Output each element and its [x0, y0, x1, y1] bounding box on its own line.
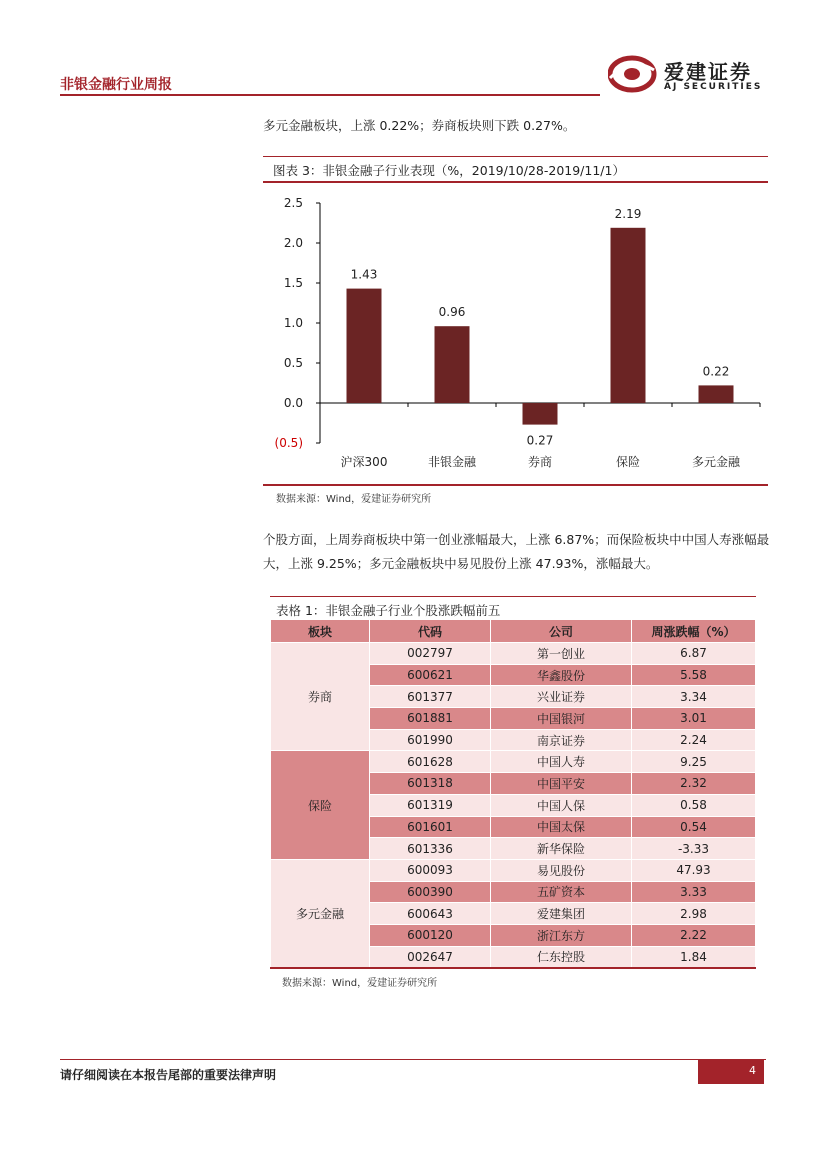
header-title: 非银金融行业周报 — [60, 77, 172, 93]
page-number-box — [698, 1060, 764, 1084]
stocks-table — [270, 619, 756, 969]
change-cell: 2.22 — [632, 924, 756, 946]
data-label: 0.96 — [438, 305, 466, 320]
code-cell: 601990 — [370, 729, 491, 751]
logo-text-cn: 爱建证券 — [664, 60, 752, 84]
table-source: 数据来源：Wind，爱建证券研究所 — [282, 978, 438, 989]
change-cell: 3.01 — [632, 708, 756, 730]
data-label: 2.19 — [614, 206, 642, 221]
code-cell: 600120 — [370, 924, 491, 946]
page-number: 4 — [749, 1064, 756, 1077]
change-cell: 3.34 — [632, 686, 756, 708]
company-cell: 爱建集团 — [491, 903, 632, 925]
sector-cell: 保险 — [271, 751, 370, 859]
company-cell: 仁东控股 — [491, 946, 632, 968]
code-cell: 601601 — [370, 816, 491, 838]
change-cell: 1.84 — [632, 946, 756, 968]
change-cell: 2.24 — [632, 729, 756, 751]
table-row — [271, 751, 756, 773]
code-cell: 002797 — [370, 643, 491, 665]
company-cell: 易见股份 — [491, 859, 632, 881]
change-cell: 9.25 — [632, 751, 756, 773]
change-cell: 0.58 — [632, 794, 756, 816]
code-cell: 002647 — [370, 946, 491, 968]
figure-bottom-rule — [263, 484, 768, 486]
header-change: 周涨跌幅（%） — [632, 620, 756, 643]
company-cell: 中国人保 — [491, 794, 632, 816]
company-cell: 浙江东方 — [491, 924, 632, 946]
change-cell: 5.58 — [632, 664, 756, 686]
company-cell: 中国人寿 — [491, 751, 632, 773]
company-cell: 南京证券 — [491, 729, 632, 751]
bar-沪深300 — [347, 289, 382, 403]
code-cell: 601377 — [370, 686, 491, 708]
x-category-label: 保险 — [615, 455, 641, 469]
figure-source: 数据来源：Wind，爱建证券研究所 — [276, 494, 432, 505]
change-cell: 0.54 — [632, 816, 756, 838]
stocks-paragraph: 个股方面，上周券商板块中第一创业涨幅最大，上涨 6.87%；而保险板块中中国人寿涨幅最大，上涨 9.25%；多元金融板块中易见股份上涨 47.93%，涨幅最大。 — [263, 532, 770, 571]
change-cell: 2.32 — [632, 773, 756, 795]
code-cell: 601881 — [370, 708, 491, 730]
data-label: 0.22 — [702, 364, 730, 379]
code-cell: 600390 — [370, 881, 491, 903]
change-cell: 3.33 — [632, 881, 756, 903]
footer-divider — [60, 1059, 766, 1060]
bar-保险 — [611, 228, 646, 403]
company-logo — [608, 52, 778, 100]
y-tick-label: (0.5) — [274, 436, 303, 450]
table-row — [271, 643, 756, 665]
bar-券商 — [523, 403, 558, 425]
header-divider — [60, 94, 600, 96]
logo-mark-icon — [608, 52, 658, 96]
header-sector: 板块 — [271, 620, 370, 643]
header-code: 代码 — [370, 620, 491, 643]
code-cell: 601628 — [370, 751, 491, 773]
code-cell: 600093 — [370, 859, 491, 881]
y-tick-label: 2.5 — [283, 196, 303, 210]
y-tick-label: 0.5 — [283, 356, 303, 370]
table-title-bar — [270, 596, 756, 619]
company-cell: 中国银河 — [491, 708, 632, 730]
sector-cell: 券商 — [271, 643, 370, 751]
company-cell: 兴业证券 — [491, 686, 632, 708]
code-cell: 601318 — [370, 773, 491, 795]
figure-title: 图表 3：非银金融子行业表现（%，2019/10/28-2019/11/1） — [273, 163, 625, 178]
y-tick-label: 2.0 — [283, 236, 303, 250]
company-cell: 中国平安 — [491, 773, 632, 795]
change-cell: 6.87 — [632, 643, 756, 665]
figure-title-bar — [263, 156, 768, 183]
change-cell: 2.98 — [632, 903, 756, 925]
intro-paragraph: 多元金融板块，上涨 0.22%；券商板块则下跌 0.27%。 — [263, 118, 576, 133]
bar-非银金融 — [435, 326, 470, 403]
header-company: 公司 — [491, 620, 632, 643]
company-cell: 中国太保 — [491, 816, 632, 838]
code-cell: 601319 — [370, 794, 491, 816]
company-cell: 华鑫股份 — [491, 664, 632, 686]
code-cell: 601336 — [370, 838, 491, 860]
table-title: 表格 1：非银金融子行业个股涨跌幅前五 — [276, 603, 501, 618]
company-cell: 新华保险 — [491, 838, 632, 860]
x-category-label: 沪深300 — [340, 455, 388, 469]
code-cell: 600621 — [370, 664, 491, 686]
y-tick-label: 1.0 — [283, 316, 303, 330]
footer-disclaimer: 请仔细阅读在本报告尾部的重要法律声明 — [60, 1068, 277, 1082]
x-category-label: 非银金融 — [427, 455, 477, 469]
x-category-label: 券商 — [527, 455, 553, 469]
company-cell: 第一创业 — [491, 643, 632, 665]
data-label: 1.43 — [350, 267, 378, 282]
code-cell: 600643 — [370, 903, 491, 925]
change-cell: -3.33 — [632, 838, 756, 860]
y-tick-label: 0.0 — [283, 396, 303, 410]
change-cell: 47.93 — [632, 859, 756, 881]
company-cell: 五矿资本 — [491, 881, 632, 903]
table-header-row — [271, 620, 756, 643]
table-row — [271, 859, 756, 881]
y-tick-label: 1.5 — [283, 276, 303, 290]
x-category-label: 多元金融 — [691, 455, 741, 469]
bar-多元金融 — [699, 385, 734, 403]
data-label: 0.27 — [526, 433, 554, 448]
logo-text-en: AJ SECURITIES — [664, 82, 763, 92]
sector-cell: 多元金融 — [271, 859, 370, 968]
sector-performance-chart — [263, 185, 768, 475]
